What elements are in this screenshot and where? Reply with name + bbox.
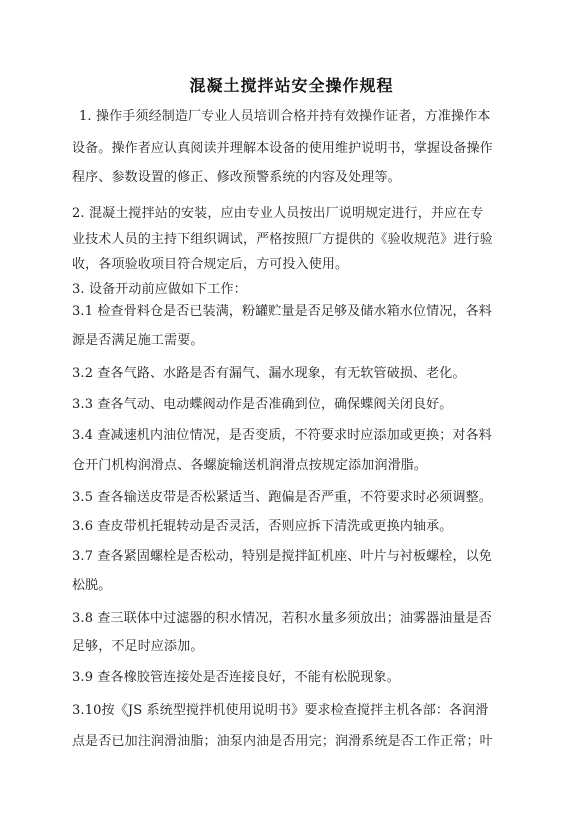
- item-3-7-line-2: 松脱。: [72, 578, 112, 593]
- item-3-3: 3.3 查各气动、电动蝶阀动作是否准确到位，确保蝶阀关闭良好。: [72, 397, 453, 412]
- item-3-6: 3.6 查皮带机托辊转动是否灵活，否则应拆下清洗或更换内轴承。: [72, 519, 453, 534]
- item-3-1-line-1: 3.1 检查骨料仓是否已装满，粉罐贮量是否足够及储水箱水位情况，各料: [72, 304, 492, 319]
- item-3-7-line-1: 3.7 查各紧固螺栓是否松动，特别是搅拌缸机座、叶片与衬板螺栓，以免: [72, 549, 492, 564]
- paragraph-2-line-1: 2. 混凝土搅拌站的安装，应由专业人员按出厂说明规定进行，并应在专: [72, 206, 484, 221]
- item-3-2: 3.2 查各气路、水路是否有漏气、漏水现象，有无软管破损、老化。: [72, 366, 466, 381]
- item-3-8-line-1: 3.8 查三联体中过滤器的积水情况，若积水量多须放出；油雾器油量是否: [72, 611, 492, 626]
- item-3-10-line-1: 3.10按《JS 系统型搅拌机使用说明书》要求检查搅拌主机各部：各润滑: [72, 703, 489, 718]
- item-3-4-line-2: 仓开门机构润滑点、各螺旋输送机润滑点按规定添加润滑脂。: [72, 458, 428, 473]
- paragraph-2-line-2: 业技术人员的主持下组织调试，严格按照厂方提供的《验收规范》进行验: [72, 232, 493, 247]
- item-3-8-line-2: 足够，不足时应添加。: [72, 639, 204, 654]
- document-title: 混凝土搅拌站安全操作规程: [189, 76, 394, 95]
- paragraph-1-line-3: 程序、参数设置的修正、修改预警系统的内容及处理等。: [72, 170, 401, 185]
- item-3-4-line-1: 3.4 查减速机内油位情况，是否变质，不符要求时应添加或更换；对各料: [72, 428, 492, 443]
- item-3-9: 3.9 查各橡胶管连接处是否连接良好，不能有松脱现象。: [72, 670, 400, 685]
- paragraph-2-line-3: 收，各项验收项目符合规定后，方可投入使用。: [72, 257, 349, 272]
- item-3-5: 3.5 查各输送皮带是否松紧适当、跑偏是否严重，不符要求时必须调整。: [72, 490, 492, 505]
- paragraph-1-line-2: 设备。操作者应认真阅读并理解本设备的使用维护说明书，掌握设备操作: [72, 141, 493, 156]
- item-3-1-line-2: 源是否满足施工需要。: [72, 333, 204, 348]
- paragraph-3-heading: 3. 设备开动前应做如下工作：: [72, 282, 247, 297]
- paragraph-1-line-1: 1. 操作手须经制造厂专业人员培训合格并持有效操作证者，方准操作本: [79, 109, 491, 124]
- item-3-10-line-2: 点是否已加注润滑油脂；油泵内油是否用完；润滑系统是否工作正常；叶: [72, 734, 493, 749]
